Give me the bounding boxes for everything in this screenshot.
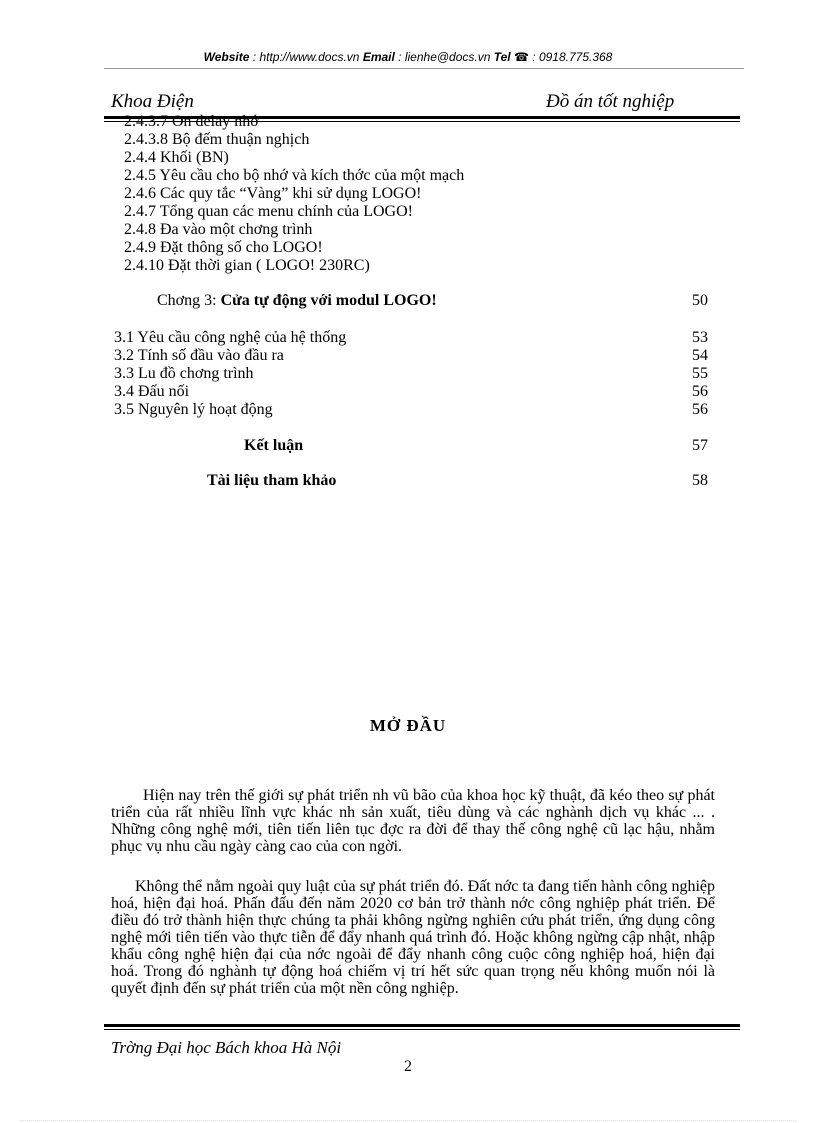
website-link[interactable]: : http://www.docs.vn (249, 50, 363, 64)
email-label: Email (362, 50, 395, 64)
toc-section: 3.5 Nguyên lý hoạt động (114, 401, 273, 418)
toc-section: 3.3 Lu đồ chơng trình (114, 365, 254, 382)
toc-conclusion: Kết luận (244, 437, 304, 454)
toc-sections (114, 329, 346, 419)
toc-section: 3.1 Yêu cầu công nghệ của hệ thống (114, 329, 347, 346)
header-department: Khoa Điện (111, 91, 194, 112)
toc-item: 2.4.3.8 Bộ đếm thuận nghịch (124, 131, 310, 148)
toc-section-pages (692, 329, 708, 419)
intro-paragraph-1: Hiện nay trên thế giới sự phát triển nh vũ bão của khoa học kỹ thuật, đã kéo theo sự phát triển của rất nhiều lĩnh vực khác nh sản xuất, tiêu dùng và các nghành dịch vụ khác ... . Những công nghệ mới, tiên tiến liên tục đợc ra đời để thay thế công nghệ cũ lạc hậu, nhằm phục vụ nhu cầu ngày càng cao của con ngời. (111, 787, 715, 855)
toc-item: 2.4.9 Đặt thông số cho LOGO! (124, 239, 323, 256)
toc-section: 3.2 Tính số đầu vào đầu ra (114, 347, 284, 364)
toc-page-number: 53 (692, 329, 708, 346)
tel-value: : 0918.775.368 (528, 50, 613, 64)
tel-label: Tel ☎ (493, 50, 529, 64)
website-label: Website (203, 50, 250, 64)
email-link[interactable]: : lienhe@docs.vn (394, 50, 494, 64)
toc-page-number: 56 (692, 383, 708, 400)
footer-rule-thin (104, 1029, 740, 1030)
chapter-prefix: Chơng 3: (157, 292, 221, 309)
toc-item: 2.4.4 Khối (BN) (124, 149, 229, 166)
toc-page-number: 54 (692, 347, 708, 364)
toc-item: 2.4.7 Tổng quan các menu chính của LOGO! (124, 203, 413, 220)
chapter-title: Cửa tự động với modul LOGO! (220, 292, 437, 309)
toc-item: 2.4.10 Đặt thời gian ( LOGO! 230RC) (124, 257, 370, 274)
references-page-number: 58 (692, 472, 708, 489)
footer-rule-thick (104, 1024, 740, 1027)
intro-paragraph-2: Không thể nằm ngoài quy luật của sự phát triển đó. Đất nớc ta đang tiến hành công nghiệp hoá, hiện đại hoá. Phấn đấu đến năm 2020 cơ bản trở thành nớc công nghiệp phát triển. Để điều đó trở thành hiện thực chúng ta phải không ngừng nghiên cứu phát triển, ứng dụng công nghệ mới tiên tiến vào thực tiễn để đẩy nhanh quá trình đó. Hoặc không ngừng cập nhật, nhập khẩu công nghệ hiện đại của nớc ngoài để đẩy nhanh công cuộc công nghiệp hoá, hiện đại hoá. Trong đó nghành tự động hoá chiếm vị trí hết sức quan trọng nếu không muốn nói là quyết định đến sự phát triển của một nền công nghiệp. (111, 878, 715, 997)
section-title: MỞ ĐẦU (369, 716, 447, 735)
page-bottom-edge (20, 1120, 796, 1121)
page-number: 2 (404, 1058, 412, 1075)
website-contact-bar (0, 50, 816, 64)
toc-item: 2.4.5 Yêu cầu cho bộ nhớ và kích thớc của một mạch (124, 167, 465, 184)
toc-chapter-3 (157, 292, 437, 310)
toc-references: Tài liệu tham khảo (207, 472, 337, 489)
toc-page-number: 56 (692, 401, 708, 418)
footer-school: Trờng Đại học Bách khoa Hà Nội (111, 1038, 342, 1057)
toc-page-number: 55 (692, 365, 708, 382)
toc-item: 2.4.8 Đa vào một chơng trình (124, 221, 313, 238)
top-divider (104, 68, 744, 69)
toc-item: 2.4.6 Các quy tắc “Vàng” khi sử dụng LOGO! (124, 185, 422, 202)
toc-subitems (124, 113, 464, 275)
toc-section: 3.4 Đấu nối (114, 383, 190, 400)
header-document-type: Đồ án tốt nghiệp (546, 91, 675, 112)
conclusion-page-number: 57 (692, 437, 708, 454)
chapter-page-number: 50 (692, 292, 708, 309)
toc-item: 2.4.3.7 On delay nhớ (124, 113, 259, 130)
